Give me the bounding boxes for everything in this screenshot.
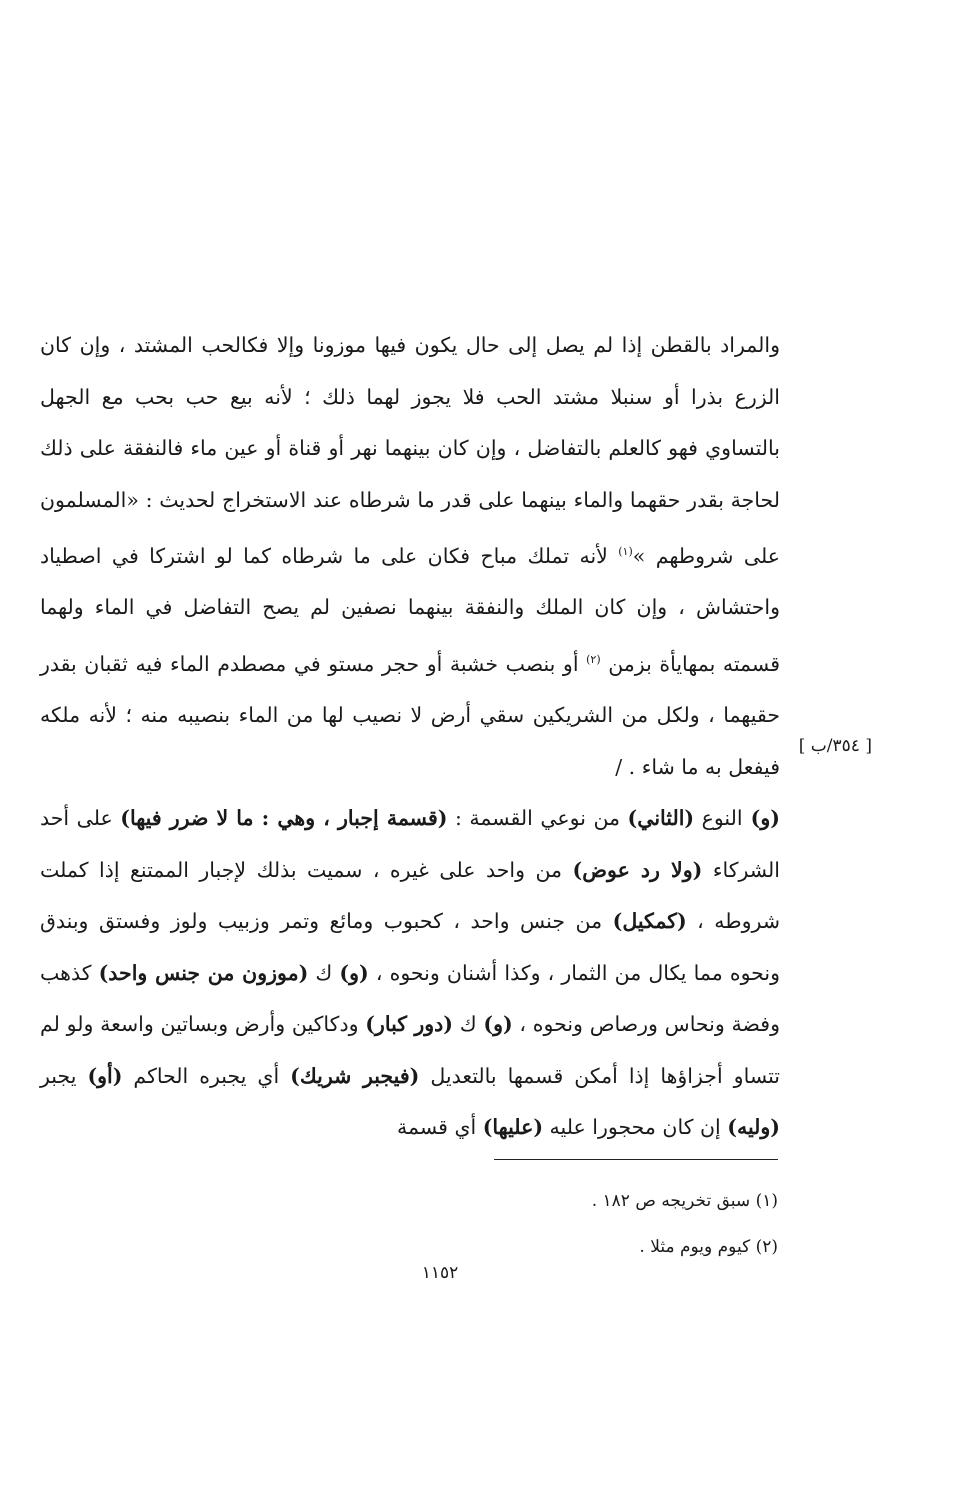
text-segment: ودكاكين وأرض وبساتين واسعة ولو لم تتساو أجزاؤها إذا أمكن قسمها بالتعديل (40, 1012, 780, 1088)
bold-segment: (وليه) (727, 1115, 780, 1140)
text-segment: على أحد الشركاء (40, 806, 781, 882)
bold-segment: (أو) (87, 1063, 123, 1088)
paragraph-2 (40, 793, 780, 1154)
bold-segment: (و) (339, 960, 369, 985)
bold-segment: (ولا رد عوض) (572, 857, 703, 882)
bold-segment: (دور كبار) (365, 1012, 453, 1037)
text-segment: من نوعي القسمة : (447, 806, 628, 831)
paragraph-1-text-a: والمراد بالقطن إذا لم يصل إلى حال يكون فيها موزونا وإلا فكالحب المشتد ، وإن كان الزرع بذرا أو سنبلا مشتد الحب فلا يجوز لهما ذلك ؛ لأنه بيع حب بحب مع الجهل بالتساوي فهو كالعلم بالتفاضل ، وإن كان بينهما نهر أو قناة أو عين ماء فالنفقة على ذلك لحاجة بقدر حقهما والماء بينهما على قدر ما شرطاه عند الاستخراج لحديث : «المسلمون على شروطهم » (40, 333, 780, 568)
footnote-divider (494, 1159, 778, 1160)
footnote-ref-2: (٢) (586, 652, 601, 666)
paragraph-1-text-b: لأنه تملك مباح فكان على ما شرطاه كما لو اشتركا في اصطياد واحتشاش ، وإن كان الملك والنفقة بينهما نصفين لم يصح التفاضل في الماء ولهما قسمته بمهايأة بزمن (40, 543, 780, 676)
text-segment: ك (308, 960, 340, 985)
footnotes (300, 1178, 778, 1270)
footnote-ref-1: (١) (618, 545, 633, 558)
bold-segment: (فيجبر شريك) (290, 1063, 420, 1088)
paragraph-1-text-c: أو بنصب خشبة أو حجر مستو في مصطدم الماء فيه ثقبان بقدر حقيهما ، ولكل من الشريكين سقي أرض لا نصيب لها من الماء بنصيبه منه ؛ لأنه ملكه فيفعل به ما شاء . / (40, 651, 780, 779)
text-segment: أي يجبره الحاكم (122, 1063, 291, 1088)
text-segment: إن كان محجورا عليه (543, 1115, 728, 1140)
bold-segment: (قسمة إجبار ، وهي : ما لا ضرر فيها) (120, 806, 448, 831)
page-number: ١١٥٢ (421, 1263, 459, 1283)
main-text (40, 320, 780, 1154)
bold-segment: (كمكيل) (612, 909, 687, 934)
paragraph-1 (40, 320, 780, 793)
bold-segment: (و) (742, 806, 780, 831)
text-segment: من واحد على غيره ، سميت بذلك لإجبار الممتنع إذا كملت شروطه ، (40, 857, 781, 934)
text-segment: كذهب وفضة ونحاس ورصاص ونحوه ، (40, 960, 780, 1037)
text-segment: يجبر (40, 1063, 88, 1088)
footnote-1: (١) سبق تخريجه ص ١٨٢ . (591, 1191, 778, 1211)
footnote-2: (٢) كيوم ويوم مثلا . (639, 1237, 778, 1257)
text-segment: النوع (694, 806, 743, 831)
text-segment: من جنس واحد ، كحبوب ومائع وتمر وزبيب ولوز وفستق وبندق ونحوه مما يكال من الثمار ، وكذا أشنان ونحوه ، (40, 909, 780, 985)
text-segment: ك (453, 1012, 484, 1037)
bold-segment: (الثاني) (627, 806, 695, 831)
bold-segment: (موزون من جنس واحد) (98, 960, 309, 985)
text-segment: أي قسمة (397, 1115, 483, 1140)
manuscript-folio-marker: [ ٣٥٤/ب ] (798, 736, 872, 756)
bold-segment: (عليها) (482, 1115, 544, 1140)
bold-segment: (و) (483, 1012, 513, 1037)
